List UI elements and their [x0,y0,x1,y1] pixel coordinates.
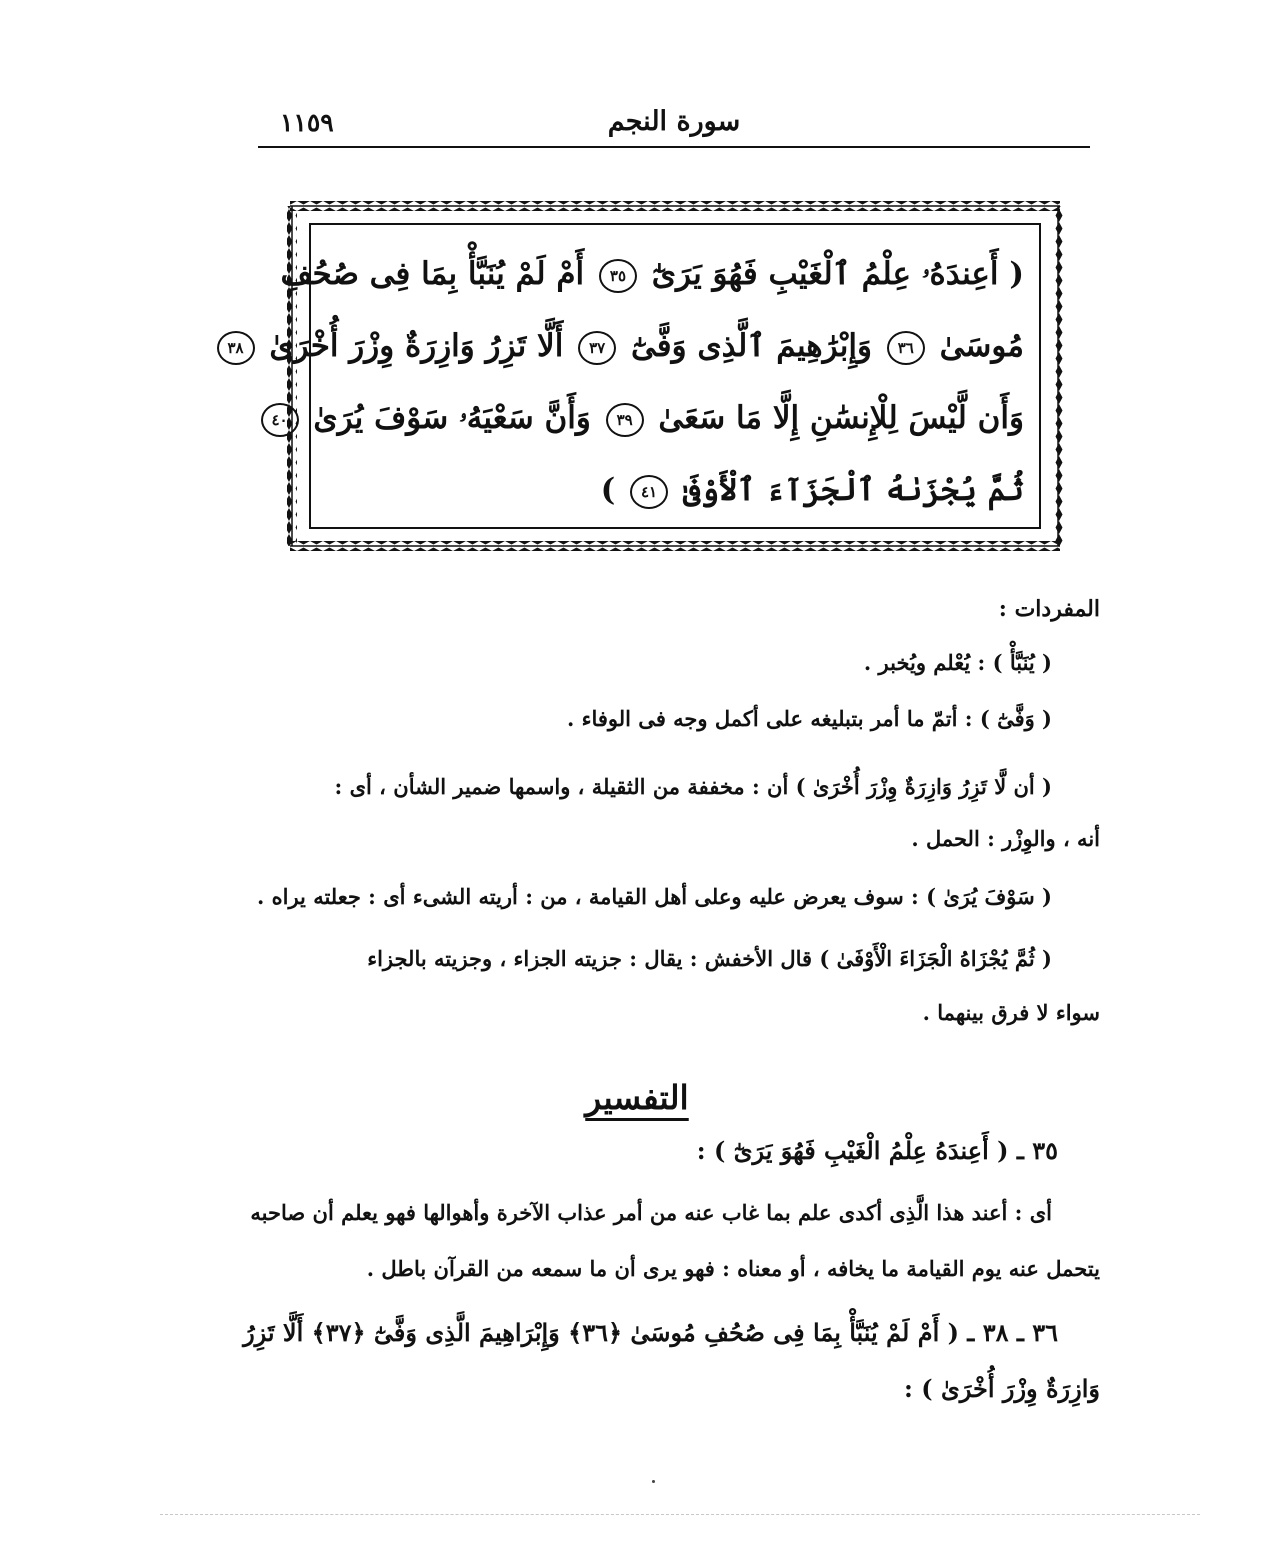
verse-frame [227,196,1066,552]
tafsir-paragraph-line: يتحمل عنه يوم القيامة ما يخافه ، أو معناه : فهو يرى أن ما سمعه من القرآن باطل . [366,1256,1100,1281]
surah-title: سورة النجم [607,106,741,137]
verse-segment: أَلَّا تَزِرُ وَازِرَةٌ وِزْرَ أُخْرَىٰ [269,328,564,364]
ayah-number-marker: ٣٩ [606,403,644,437]
vocabulary-item: ( سَوْفَ يُرَىٰ ) : سوف يعرض عليه وعلى أهل القيامة ، من : أريته الشىء أى : جعلته يراه . [257,884,1052,909]
tafsir-paragraph-line: أى : أعند هذا الَّذِى أكدى علم بما غاب عنه من أمر عذاب الآخرة وأهوالها فهو يعلم أن صاحبه [250,1200,1052,1225]
verse-segment: وَأَن لَّيْسَ لِلْإِنسَٰنِ إِلَّا مَا سَعَىٰ [658,400,1024,436]
tafsir-heading: التفسير [585,1078,689,1117]
vocabulary-heading: المفردات : [998,596,1100,622]
scan-edge-rule [160,1514,1200,1515]
verse-line [271,382,1024,454]
vocabulary-item: ( أن لَّا تَزِرُ وَازِرَةٌ وِزْرَ أُخْرَىٰ ) أن : مخففة من الثقيلة ، واسمها ضمير الشأن ، أى : [334,774,1052,799]
verse-36-38-title: ٣٦ ـ ٣٨ ـ ( أَمْ لَمْ يُنَبَّأْ بِمَا فِى صُحُفِ مُوسَىٰ ﴿٣٦﴾ وَإِبْرَاهِيمَ الَّذِى وَفَّىٰٓ ﴿٣٧﴾ أَلَّا تَزِرُ [243,1318,1058,1347]
page-mark [652,1480,655,1483]
verse-segment: مُوسَىٰ [939,328,1024,364]
page-header [258,102,1090,146]
ayah-number-marker: ٣٨ [217,331,255,365]
verse-36-38-title-cont: وَازِرَةٌ وِزْرَ أُخْرَىٰ ) : [904,1374,1100,1403]
ayah-number-marker: ٤١ [630,475,668,509]
verse-segment: ( أَعِندَهُۥ عِلْمُ ٱلْغَيْبِ فَهُوَ يَرَىٰٓ [651,256,1024,292]
verse-segment: وَإِبْرَٰهِيمَ ٱلَّذِى وَفَّىٰٓ [630,328,872,364]
verse-line [280,238,1024,310]
ayah-number-marker: ٣٦ [887,331,925,365]
verse-segment: ثُمَّ يُجْزَىٰهُ ٱلْجَزَآءَ ٱلْأَوْفَىٰ [682,472,1024,508]
ayah-number-marker: ٤٠ [261,403,299,437]
verse-line [227,310,1024,382]
verse-line [324,454,1024,526]
vocabulary-item: أنه ، والوِزْر : الحمل . [911,826,1100,851]
vocabulary-item: ( يُنَبَّأْ ) : يُعْلم ويُخبر . [863,650,1052,675]
verse-segment: وَأَنَّ سَعْيَهُۥ سَوْفَ يُرَىٰ [313,400,591,436]
vocabulary-item: ( ثُمَّ يُجْزَاهُ الْجَزَاءَ الْأَوْفَىٰ ) قال الأخفش : يقال : جزيته الجزاء ، وجزيته بالجزاء [367,946,1052,971]
header-rule [258,146,1090,148]
page-number: ١١٥٩ [280,108,334,137]
verse-segment: ) [600,472,616,508]
vocabulary-item: ( وَفَّىٰٓ ) : أتمّ ما أمر بتبليغه على أكمل وجه فى الوفاء . [566,706,1052,731]
verse-text [227,238,1024,526]
ayah-number-marker: ٣٥ [599,259,637,293]
verse-35-title: ٣٥ ـ ( أَعِندَهُ عِلْمُ الْغَيْبِ فَهُوَ يَرَىٰٓ ) : [696,1136,1058,1165]
ayah-number-marker: ٣٧ [578,331,616,365]
verse-segment: أَمْ لَمْ يُنَبَّأْ بِمَا فِى صُحُفِ [280,256,585,292]
vocabulary-item: سواء لا فرق بينهما . [922,1000,1100,1025]
